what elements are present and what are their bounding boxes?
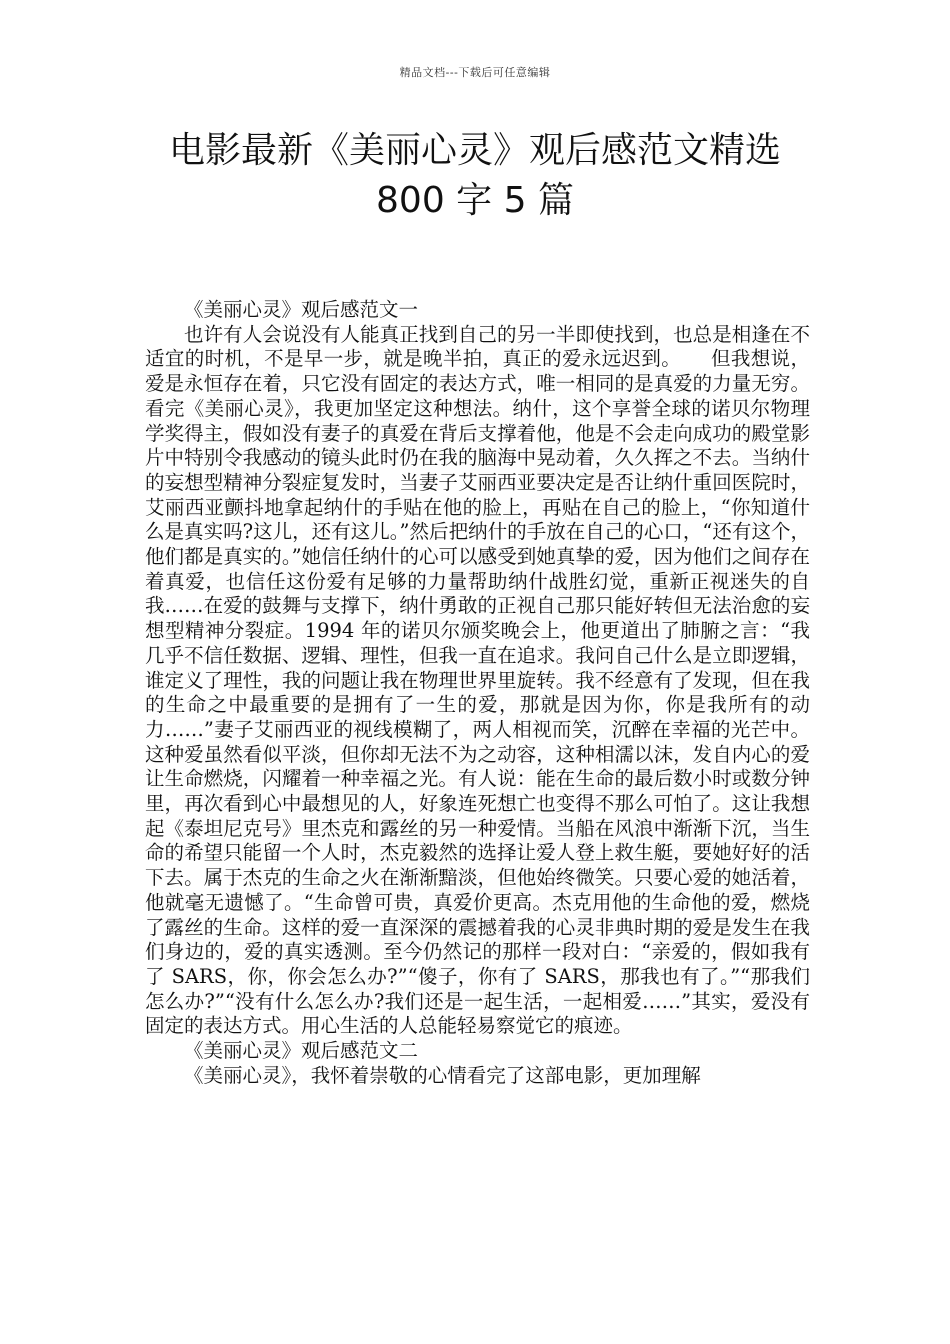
section-body-2: 《美丽心灵》，我怀着崇敬的心情看完了这部电影，更加理解 [184,1063,701,1087]
document-body [145,298,810,1089]
page-title [100,126,850,226]
section-heading-1: 《美丽心灵》观后感范文一 [184,298,419,321]
header-note: 精品文档---下载后可任意编辑 [399,66,551,79]
title-line-1: 电影最新《美丽心灵》观后感范文精选 [168,130,781,171]
title-line-2: 800 字 5 篇 [376,180,574,221]
section-body-1: 也许有人会说没有人能真正找到自己的另一半即使找到，也总是相逢在不适宜的时机，不是早一步，就是晚半拍，真正的爱永远迟到。 但我想说，爱是永恒存在着，只它没有固定的表达方式，唯一相同的是真爱的力量无穷。看完《美丽心灵》，我更加坚定这种想法。纳什，这个享誉全球的诺贝尔物理学奖得主，假如没有妻子的真爱在背后支撑着他，他是不会走向成功的殿堂影片中特别令我感动的镜头此时仍在我的脑海中晃动着，久久挥之不去。当纳什的妄想型精神分裂症复发时，当妻子艾丽西亚要决定是否让纳什重回医院时，艾丽西亚颤抖地拿起纳什的手贴在他的脸上，再贴在自己的脸上，“你知道什么是真实吗?这儿，还有这儿。”然后把纳什的手放在自己的心口，“还有这个，他们都是真实的。”她信任纳什的心可以感受到她真挚的爱，因为他们之间存在着真爱，也信任这份爱有足够的力量帮助纳什战胜幻觉，重新正视迷失的自我……在爱的鼓舞与支撑下，纳什勇敢的正视自己那只能好转但无法治愈的妄想型精神分裂症。1994 年的诺贝尔颁奖晚会上，他更道出了肺腑之言：“我几乎不信任数据、逻辑、理性，但我一直在追求。我问自己什么是立即逻辑，谁定义了理性，我的问题让我在物理世界里旋转。我不经意有了发现，但在我的生命之中最重要的是拥有了一生的爱，那就是因为你，你是我所有的动力……”妻子艾丽西亚的视线模糊了，两人相视而笑，沉醉在幸福的光芒中。这种爱虽然看似平淡，但你却无法不为之动容，这种相濡以沫，发自内心的爱让生命燃烧，闪耀着一种幸福之光。有人说：能在生命的最后数小时或数分钟里，再次看到心中最想见的人，好象连死想亡也变得不那么可怕了。这让我想起《泰坦尼克号》里杰克和露丝的另一种爱情。当船在风浪中渐渐下沉，当生命的希望只能留一个人时，杰克毅然的选择让爱人登上救生艇，要她好好的活下去。属于杰克的生命之火在渐渐黯淡，但他始终微笑。只要心爱的她活着，他就毫无遗憾了。“生命曾可贵，真爱价更高。杰克用他的生命他的爱，燃烧了露丝的生命。这样的爱一直深深的震撼着我的心灵非典时期的爱是发生在我们身边的，爱的真实透测。至今仍然记的那样一段对白：“亲爱的，假如我有了 SARS，你，你会怎么办?”“傻子，你有了 SARS，那我也有了。”“那我们怎么办?”“没有什么怎么办?我们还是一起生活，一起相爱……”其实，爱没有固定的表达方式。用心生活的人总能轻易察觉它的痕迹。 [145,322,810,1038]
section-heading-2: 《美丽心灵》观后感范文二 [184,1039,419,1063]
